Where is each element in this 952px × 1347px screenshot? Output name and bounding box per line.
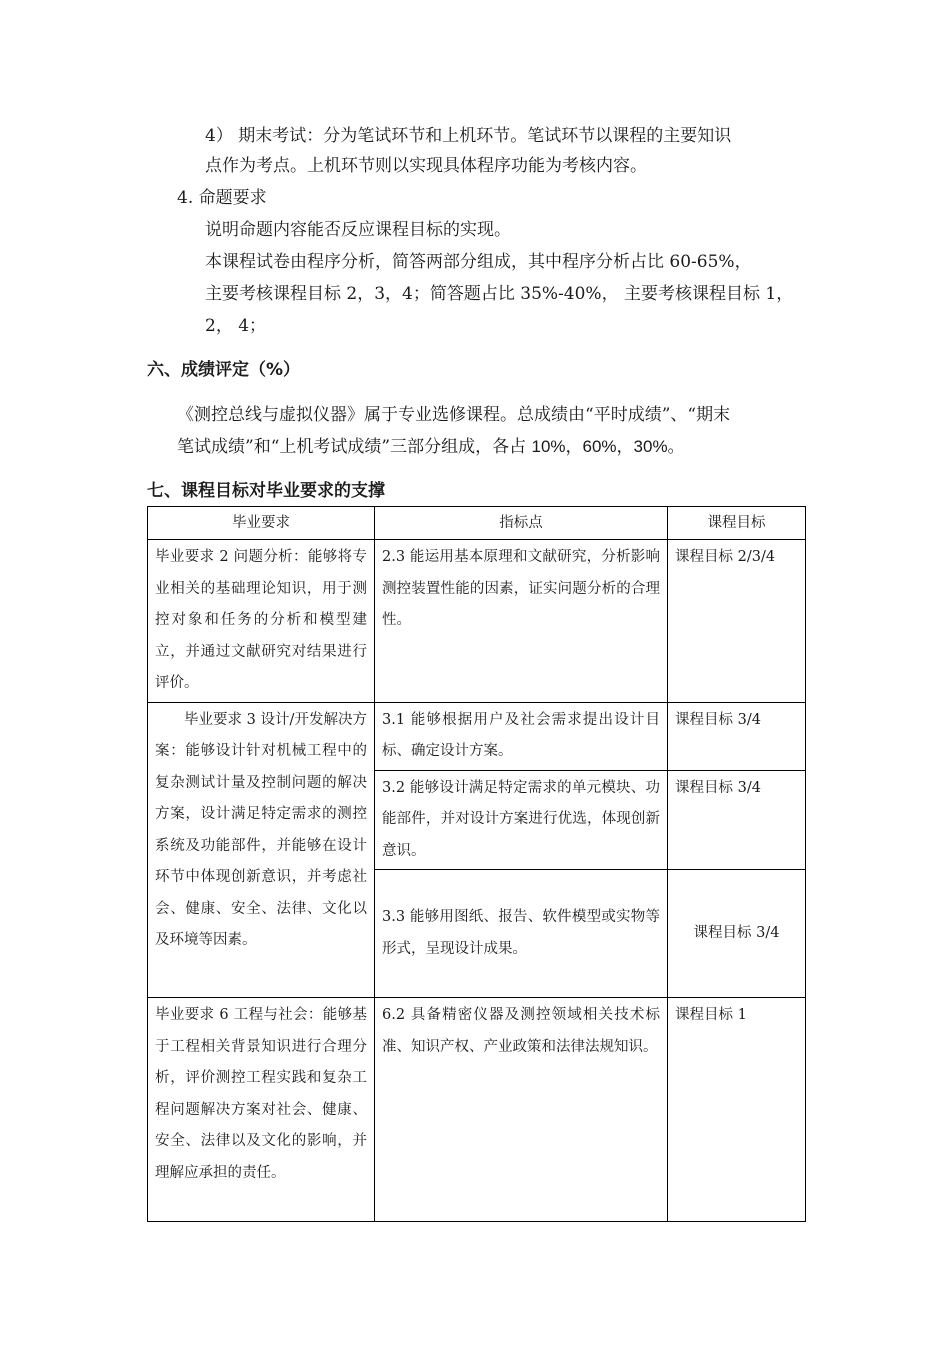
target-3-3-cell: 课程目标 3/4: [668, 870, 806, 998]
indicator-6-2-cell: 6.2 具备精密仪器及测控领域相关技术标准、知识产权、产业政策和法律法规知识。: [375, 998, 668, 1222]
grading-paragraph-line2: [177, 433, 685, 461]
requirement-6-cell: 毕业要求 6 工程与社会：能够基于工程相关背景知识进行合理分析，评价测控工程实践和复杂工程问题解决方案对社会、健康、安全、法律以及文化的影响，并理解应承担的责任。: [148, 998, 375, 1222]
subsection-4-title: 4. 命题要求: [177, 188, 267, 208]
grading-paragraph-text: 笔试成绩”和“上机考试成绩”三部分组成，各占: [177, 437, 532, 457]
indicator-3-2-cell: 3.2 能够设计满足特定需求的单元模块、功能部件，并对设计方案进行优选，体现创新意识。: [375, 770, 668, 870]
header-graduation-requirement: 毕业要求: [148, 507, 375, 540]
table-row: [148, 702, 806, 770]
subsection-4-line4: 2， 4；: [205, 316, 267, 336]
target-3-1-cell: 课程目标 3/4: [668, 702, 806, 770]
exam-item-4-line2: 点作为考点。上机环节则以实现具体程序功能为考核内容。: [205, 156, 647, 176]
target-6-2-cell: 课程目标 1: [668, 998, 806, 1222]
subsection-4-line1: 说明命题内容能否反应课程目标的实现。: [205, 220, 511, 240]
requirements-support-table: [147, 506, 806, 1222]
header-indicator: 指标点: [375, 507, 668, 540]
section-6-heading: 六、成绩评定（%）: [147, 360, 301, 380]
section-7-heading: 七、课程目标对毕业要求的支撑: [147, 481, 385, 501]
grading-paragraph-line1: 《测控总线与虚拟仪器》属于专业选修课程。总成绩由“平时成绩”、“期末: [177, 405, 731, 425]
requirement-2-cell: 毕业要求 2 问题分析：能够将专业相关的基础理论知识，用于测控对象和任务的分析和模型建立，并通过文献研究对结果进行评价。: [148, 540, 375, 703]
exam-item-4-number: 4）: [205, 126, 233, 146]
subsection-4-line2: 本课程试卷由程序分析，简答两部分组成，其中程序分析占比 60-65%，: [205, 252, 752, 272]
table-row: [148, 998, 806, 1222]
table-row: [148, 540, 806, 703]
grading-percentages: 10%，60%，30%。: [531, 437, 685, 456]
exam-item-4-line1: [205, 122, 731, 150]
indicator-3-3-cell: 3.3 能够用图纸、报告、软件模型或实物等形式，呈现设计成果。: [375, 870, 668, 998]
exam-item-4-text: 期末考试：分为笔试环节和上机环节。笔试环节以课程的主要知识: [238, 126, 732, 146]
target-2-3-cell: 课程目标 2/3/4: [668, 540, 806, 703]
header-course-target: 课程目标: [668, 507, 806, 540]
indicator-2-3-cell: 2.3 能运用基本原理和文献研究，分析影响测控装置性能的因素，证实问题分析的合理性。: [375, 540, 668, 703]
indicator-3-1-cell: 3.1 能够根据用户及社会需求提出设计目标、确定设计方案。: [375, 702, 668, 770]
target-3-2-cell: 课程目标 3/4: [668, 770, 806, 870]
requirement-3-cell: 毕业要求 3 设计/开发解决方案：能够设计针对机械工程中的复杂测试计量及控制问题的解决方案，设计满足特定需求的测控系统及功能部件，并能够在设计环节中体现创新意识，并考虑社会、健康、安全、法律、文化以及环境等因素。: [148, 702, 375, 998]
table-header-row: [148, 507, 806, 540]
subsection-4-line3: 主要考核课程目标 2，3，4；简答题占比 35%-40%， 主要考核课程目标 1，: [205, 284, 794, 304]
